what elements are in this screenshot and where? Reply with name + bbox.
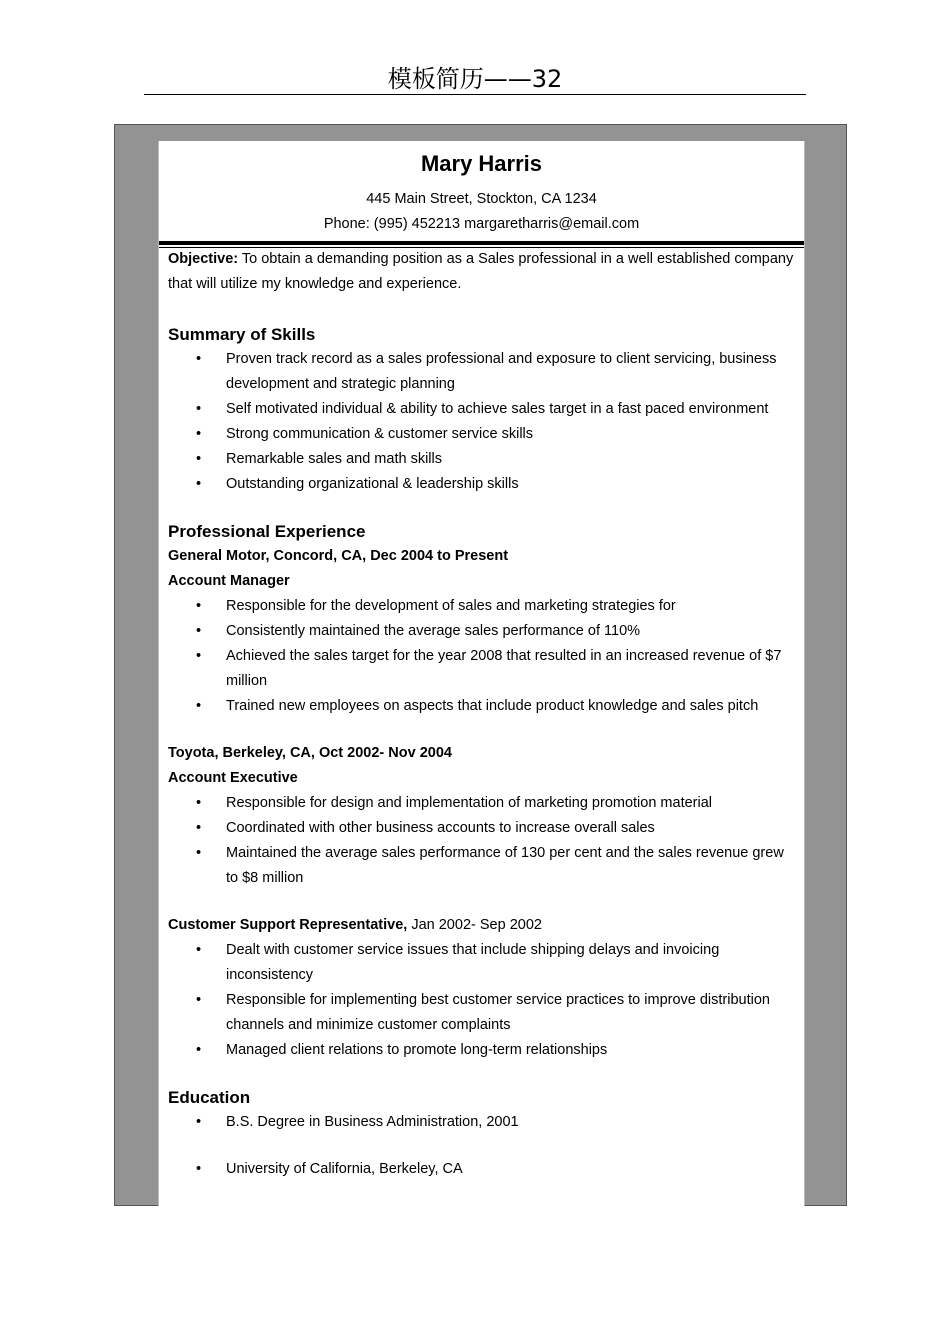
resume-header xyxy=(159,141,804,241)
list-item: • Strong communication & customer service skills xyxy=(168,422,796,447)
job-employer: General Motor, Concord, CA, Dec 2004 to Present xyxy=(168,548,509,564)
bullet-icon: • xyxy=(196,476,202,492)
bullet-icon: • xyxy=(196,795,202,811)
job-employer: Toyota, Berkeley, CA, Oct 2002- Nov 2004 xyxy=(168,745,452,761)
resume-page xyxy=(158,141,805,1206)
bullet-icon: • xyxy=(196,992,202,1008)
list-item: • Responsible for implementing best customer service practices to improve distribution channels and minimize customer complaints xyxy=(168,988,796,1038)
list-item: • B.S. Degree in Business Administration, 2001 xyxy=(168,1110,796,1135)
bullet-icon: • xyxy=(196,942,202,958)
bullet-icon: • xyxy=(196,1114,202,1130)
candidate-name: Mary Harris xyxy=(420,151,543,176)
list-item: • Outstanding organizational & leadership skills xyxy=(168,472,796,497)
skills-heading: Summary of Skills xyxy=(168,325,316,344)
bullet-icon: • xyxy=(196,698,202,714)
candidate-contact: Phone: (995) 452213 margaretharris@email.com xyxy=(323,216,640,232)
job-title: Account Manager xyxy=(168,573,290,589)
job-dates: Jan 2002- Sep 2002 xyxy=(407,917,542,933)
education-list xyxy=(168,1157,796,1182)
skills-list xyxy=(168,347,796,497)
list-item: • Trained new employees on aspects that include product knowledge and sales pitch xyxy=(168,694,796,719)
job-duties-list xyxy=(168,594,796,719)
bullet-icon: • xyxy=(196,623,202,639)
experience-heading: Professional Experience xyxy=(168,522,366,541)
bullet-icon: • xyxy=(196,1161,202,1177)
job-title: Customer Support Representative, xyxy=(168,917,408,933)
list-item: • Remarkable sales and math skills xyxy=(168,447,796,472)
list-item: • Dealt with customer service issues that include shipping delays and invoicing inconsistency xyxy=(168,938,796,988)
bullet-icon: • xyxy=(196,1042,202,1058)
header-divider-thick xyxy=(159,241,804,245)
bullet-icon: • xyxy=(196,820,202,836)
bullet-icon: • xyxy=(196,426,202,442)
list-item: • Achieved the sales target for the year 2008 that resulted in an increased revenue of $7 million xyxy=(168,644,796,694)
list-item: • Consistently maintained the average sales performance of 110% xyxy=(168,619,796,644)
list-item: • Maintained the average sales performance of 130 per cent and the sales revenue grew to $8 million xyxy=(168,841,796,891)
list-item: • Managed client relations to promote long-term relationships xyxy=(168,1038,796,1063)
objective-text: To obtain a demanding position as a Sales professional in a well established company that will utilize my knowledge and experience. xyxy=(168,251,794,292)
list-item: • Self motivated individual & ability to achieve sales target in a fast paced environment xyxy=(168,397,796,422)
education-list xyxy=(168,1110,796,1135)
resume-frame xyxy=(114,124,847,1206)
education-heading: Education xyxy=(168,1088,251,1107)
objective-label: Objective: xyxy=(168,251,239,267)
list-item: • University of California, Berkeley, CA xyxy=(168,1157,796,1182)
resume-body xyxy=(168,247,796,1182)
bullet-icon: • xyxy=(196,351,202,367)
job-duties-list xyxy=(168,938,796,1063)
job-title: Account Executive xyxy=(168,770,298,786)
job-duties-list xyxy=(168,791,796,891)
bullet-icon: • xyxy=(196,845,202,861)
objective xyxy=(168,247,796,297)
list-item: • Responsible for the development of sales and marketing strategies for xyxy=(168,594,796,619)
candidate-address: 445 Main Street, Stockton, CA 1234 xyxy=(366,191,597,207)
bullet-icon: • xyxy=(196,648,202,664)
bullet-icon: • xyxy=(196,451,202,467)
job-title-dates xyxy=(168,913,796,938)
bullet-icon: • xyxy=(196,401,202,417)
document-title: 模板简历——32 xyxy=(144,62,806,95)
list-item: • Coordinated with other business accounts to increase overall sales xyxy=(168,816,796,841)
list-item: • Proven track record as a sales professional and exposure to client servicing, business development and strategic planning xyxy=(168,347,796,397)
bullet-icon: • xyxy=(196,598,202,614)
list-item: • Responsible for design and implementation of marketing promotion material xyxy=(168,791,796,816)
